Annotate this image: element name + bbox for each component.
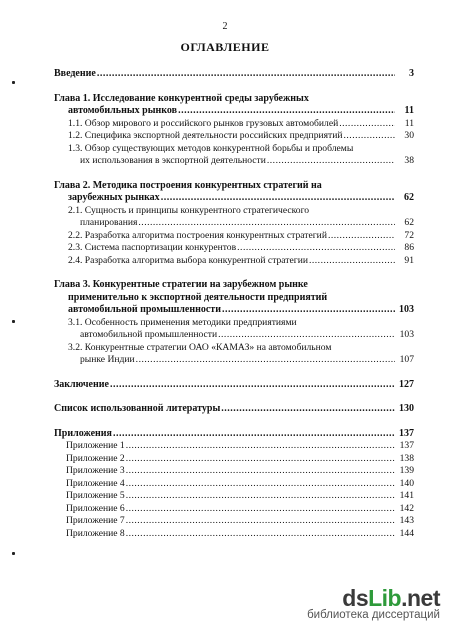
scan-mark xyxy=(12,552,15,555)
toc-entry-text: Приложения xyxy=(54,427,112,439)
toc-entry-chapter[interactable] xyxy=(54,379,414,392)
watermark-logo xyxy=(307,585,440,612)
toc-page-number: 137 xyxy=(399,440,414,451)
toc-gap xyxy=(54,416,414,428)
toc-page-number: 139 xyxy=(399,465,414,476)
table-of-contents xyxy=(54,68,414,540)
toc-entry-section[interactable] xyxy=(54,143,414,168)
dot-leader xyxy=(222,304,395,317)
toc-gap xyxy=(54,81,414,93)
toc-entry-section[interactable] xyxy=(54,255,414,268)
toc-entry-section[interactable] xyxy=(54,230,414,243)
dot-leader xyxy=(110,379,395,392)
toc-entry-section[interactable] xyxy=(54,118,414,131)
toc-entry-text: автомобильной промышленности xyxy=(68,304,221,315)
scan-mark xyxy=(12,320,15,323)
toc-page-number: 142 xyxy=(399,502,414,514)
toc-page-number: 143 xyxy=(399,515,414,526)
toc-entry-text: Приложение 3 xyxy=(66,465,125,476)
toc-entry-text: 2.4. Разработка алгоритма выбора конкурентной стратегии xyxy=(68,254,308,266)
toc-entry-text: рынке Индии xyxy=(80,354,135,365)
toc-entry-text: автомобильных рынков xyxy=(68,105,178,116)
dot-leader xyxy=(237,242,395,255)
dot-leader xyxy=(136,354,395,367)
toc-entry-chapter[interactable] xyxy=(54,93,414,118)
toc-entry-text: Приложение 5 xyxy=(66,490,125,501)
toc-page-number: 3 xyxy=(409,68,414,79)
toc-entry-text: 2.1. Сущность и принципы конкурентного стратегического xyxy=(68,204,310,216)
watermark-logo-suffix: .net xyxy=(401,585,440,611)
toc-gap xyxy=(54,168,414,180)
toc-page-number: 62 xyxy=(404,217,414,228)
dot-leader xyxy=(126,453,395,466)
toc-entry-chapter[interactable] xyxy=(54,428,414,441)
dot-leader xyxy=(126,465,395,478)
toc-entry-section[interactable] xyxy=(54,130,414,143)
toc-entry-text: автомобильной промышленности xyxy=(80,329,218,340)
toc-entry-text: зарубежных рынках xyxy=(68,192,160,203)
toc-page-number: 11 xyxy=(404,105,414,116)
toc-entry-appendix[interactable] xyxy=(54,528,414,541)
toc-page-number: 103 xyxy=(399,329,414,340)
dot-leader xyxy=(178,105,395,118)
toc-page-number: 86 xyxy=(404,242,414,253)
page-number: 2 xyxy=(222,21,228,32)
dot-leader xyxy=(267,155,395,168)
toc-page-number: 140 xyxy=(399,477,414,489)
toc-entry-section[interactable] xyxy=(54,205,414,230)
toc-entry-text: Список использованной литературы xyxy=(54,403,221,414)
toc-entry-chapter[interactable] xyxy=(54,279,414,317)
toc-page-number: 107 xyxy=(399,354,414,365)
toc-page-number: 137 xyxy=(399,427,414,439)
toc-entry-text: Приложение 7 xyxy=(66,515,125,526)
toc-gap xyxy=(54,391,414,403)
toc-page-number: 127 xyxy=(399,378,414,390)
toc-page-number: 38 xyxy=(404,155,414,166)
toc-entry-text: Глава 1. Исследование конкурентной среды зарубежных xyxy=(54,92,309,104)
toc-page-number: 103 xyxy=(399,304,414,315)
toc-entry-appendix[interactable] xyxy=(54,440,414,453)
toc-entry-section[interactable] xyxy=(54,342,414,367)
toc-entry-text: Глава 3. Конкурентные стратегии на зарубежном рынке xyxy=(54,279,308,290)
dot-leader xyxy=(126,503,395,516)
toc-entry-appendix[interactable] xyxy=(54,503,414,516)
toc-entry-text: Приложение 1 xyxy=(66,440,125,451)
toc-entry-text: их использования в экспортной деятельности xyxy=(80,155,266,166)
dot-leader xyxy=(113,428,395,441)
watermark-logo-prefix: ds xyxy=(342,585,369,611)
dot-leader xyxy=(218,329,395,342)
scan-mark xyxy=(12,81,15,84)
toc-entry-text: 1.1. Обзор мирового и российского рынков грузовых автомобилей xyxy=(68,117,339,129)
watermark-logo-main: Lib xyxy=(368,585,402,611)
dot-leader xyxy=(97,68,395,81)
toc-entry-section[interactable] xyxy=(54,317,414,342)
toc-page-number: 144 xyxy=(399,527,414,539)
toc-entry-text: 3.1. Особенность применения методики предприятиями xyxy=(68,316,297,328)
dot-leader xyxy=(138,217,395,230)
toc-gap xyxy=(54,367,414,379)
toc-entry-chapter[interactable] xyxy=(54,68,414,81)
toc-page-number: 11 xyxy=(404,117,414,129)
toc-entry-text: Заключение xyxy=(54,378,109,390)
toc-entry-chapter[interactable] xyxy=(54,403,414,416)
toc-entry-text: Приложение 6 xyxy=(66,502,125,514)
toc-entry-text: 1.3. Обзор существующих методов конкурентной борьбы и проблемы xyxy=(68,142,354,154)
toc-entry-appendix[interactable] xyxy=(54,490,414,503)
toc-gap xyxy=(54,267,414,279)
toc-entry-text: Приложение 8 xyxy=(66,527,125,539)
toc-entry-text: 3.2. Конкурентные стратегии ОАО «КАМАЗ» на автомобильном xyxy=(68,341,332,353)
toc-page-number: 91 xyxy=(404,254,414,266)
toc-entry-text: 2.2. Разработка алгоритма построения конкурентных стратегий xyxy=(68,229,327,241)
dot-leader xyxy=(161,192,395,205)
toc-page-number: 62 xyxy=(404,192,414,203)
dot-leader xyxy=(126,515,395,528)
page-title: ОГЛАВЛЕНИЕ xyxy=(180,40,270,54)
toc-page-number: 72 xyxy=(404,229,414,241)
toc-entry-text: 2.3. Система паспортизации конкурентов xyxy=(68,242,237,253)
toc-page-number: 30 xyxy=(404,130,414,141)
toc-entry-text: планирования xyxy=(80,217,138,228)
toc-entry-section[interactable] xyxy=(54,242,414,255)
dot-leader xyxy=(344,130,396,143)
dot-leader xyxy=(126,478,395,491)
dot-leader xyxy=(126,440,395,453)
toc-entry-text: применительно к экспортной деятельности предприятий xyxy=(68,291,328,303)
watermark xyxy=(307,585,440,621)
dot-leader xyxy=(309,255,395,268)
toc-entry-text: Введение xyxy=(54,68,96,79)
toc-entry-text: Глава 2. Методика построения конкурентных стратегий на xyxy=(54,179,322,191)
toc-entry-text: 1.2. Специфика экспортной деятельности российских предприятий xyxy=(68,130,343,141)
dot-leader xyxy=(339,118,395,131)
toc-entry-appendix[interactable] xyxy=(54,478,414,491)
toc-entry-appendix[interactable] xyxy=(54,515,414,528)
watermark-subtitle: библиотека диссертаций xyxy=(307,609,440,621)
toc-page-number: 141 xyxy=(399,490,414,501)
toc-page-number: 130 xyxy=(399,403,414,414)
dot-leader xyxy=(126,490,395,503)
toc-entry-text: Приложение 4 xyxy=(66,477,125,489)
toc-page-number: 138 xyxy=(399,452,414,464)
toc-entry-text: Приложение 2 xyxy=(66,452,125,464)
toc-entry-chapter[interactable] xyxy=(54,180,414,205)
dot-leader xyxy=(221,403,395,416)
dot-leader xyxy=(328,230,395,243)
toc-entry-appendix[interactable] xyxy=(54,465,414,478)
toc-entry-appendix[interactable] xyxy=(54,453,414,466)
dot-leader xyxy=(126,528,395,541)
